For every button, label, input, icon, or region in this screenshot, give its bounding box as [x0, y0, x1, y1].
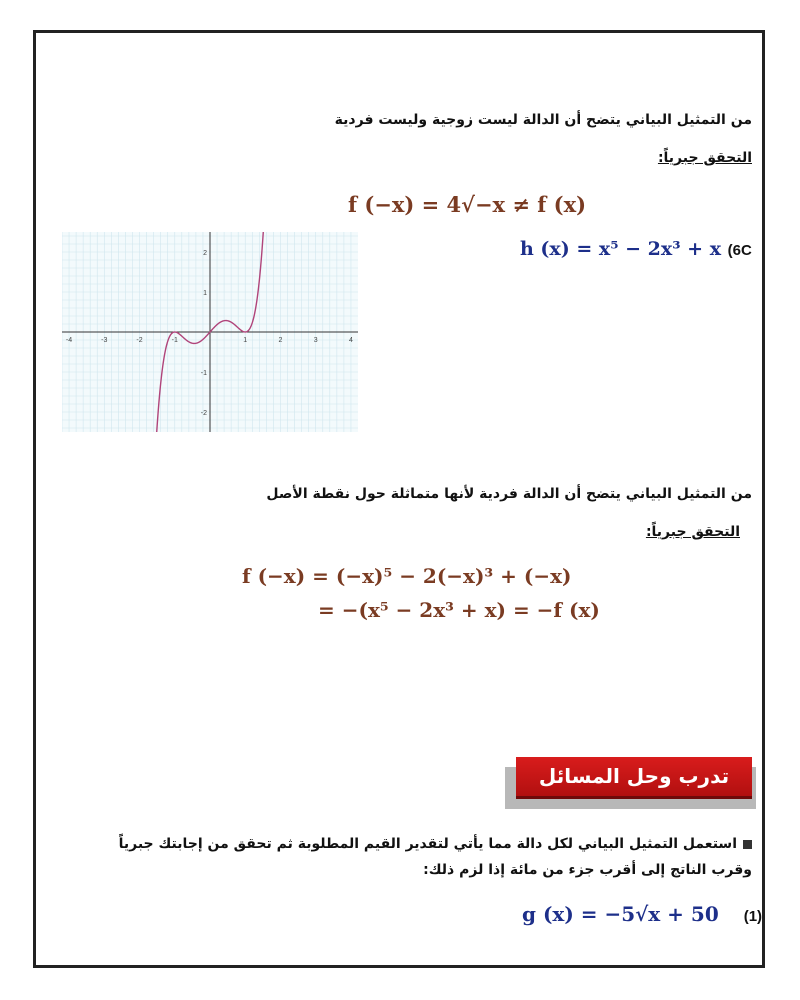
- section2-equation-line1: f (−x) = (−x)⁵ − 2(−x)³ + (−x): [242, 564, 572, 588]
- practice-problem-number: (1): [743, 908, 763, 925]
- y-tick-label: -1: [200, 370, 207, 377]
- problem-6c-label: (6C: [727, 242, 752, 259]
- section1-equation: f (−x) = 4√−x ≠ f (x): [348, 192, 587, 217]
- practice-instruction-line2: وقرب الناتج إلى أقرب جزء من مائة إذا لزم ذلك:: [423, 862, 752, 878]
- section2-statement: من التمثيل البياني يتضح أن الدالة فردية لأنها متماثلة حول نقطة الأصل: [266, 486, 752, 502]
- x-tick-label: 2: [278, 337, 283, 344]
- practice-instruction-text: استعمل التمثيل البياني لكل دالة مما يأتي لتقدير القيم المطلوبة ثم تحقق من إجابتك جبرياً: [118, 836, 737, 852]
- section1-verify-label: التحقق جبرياً:: [657, 150, 752, 166]
- y-tick-label: 2: [203, 250, 207, 257]
- section2-verify-label: التحقق جبرياً:: [645, 524, 740, 540]
- practice-banner: تدرب وحل المسائل: [516, 757, 752, 799]
- practice-problem-function: g (x) = −5√x + 50: [522, 902, 719, 926]
- section2-equation-line2: = −(x⁵ − 2x³ + x) = −f (x): [318, 598, 600, 622]
- bullet-icon: [743, 840, 752, 849]
- practice-problem-1: [522, 902, 762, 926]
- x-tick-label: 3: [313, 337, 318, 344]
- y-tick-label: 1: [203, 290, 207, 297]
- x-tick-label: -1: [171, 337, 178, 344]
- x-tick-label: -3: [101, 337, 108, 344]
- function-graph: [62, 232, 358, 432]
- x-tick-label: 1: [243, 337, 248, 344]
- x-tick-label: 4: [348, 337, 353, 344]
- practice-instruction-line1: [119, 836, 752, 852]
- section1-statement: من التمثيل البياني يتضح أن الدالة ليست زوجية وليست فردية: [334, 112, 752, 128]
- problem-6c: [520, 238, 752, 260]
- x-tick-label: -4: [65, 337, 73, 344]
- y-tick-label: -2: [200, 410, 207, 417]
- problem-6c-function: h (x) = x⁵ − 2x³ + x: [520, 238, 722, 260]
- x-tick-label: -2: [136, 337, 143, 344]
